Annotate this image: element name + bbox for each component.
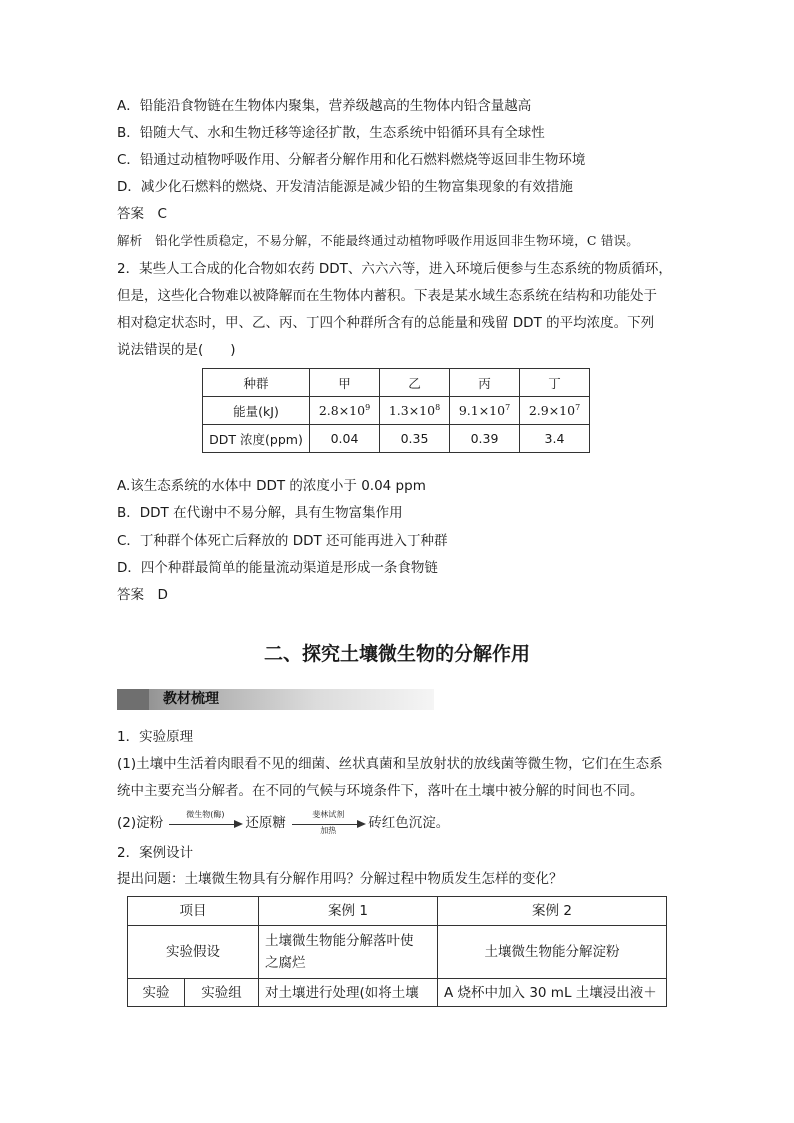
table-header-cell: 丁 — [520, 369, 590, 397]
q2-stem-line-3: 相对稳定状态时，甲、乙、丙、丁四个种群所含有的总能量和残留 DDT 的平均浓度。下列 — [117, 315, 655, 331]
ddt-cell: 0.35 — [380, 425, 450, 453]
table-row — [128, 979, 667, 1007]
reaction-equation: (2)淀粉 微生物(酶) 还原糖 斐林试剂 加热 砖红色沉淀。 — [117, 810, 450, 835]
principle-p1-line-2: 统中主要充当分解者。在不同的气候与环境条件下，落叶在土壤中被分解的时间也不同。 — [117, 783, 644, 799]
table-header-cell: 案例 2 — [438, 897, 667, 926]
q2-option-c: C．丁种群个体死亡后释放的 DDT 还可能再进入丁种群 — [117, 533, 448, 549]
experiment-label-cell: 实验 — [128, 979, 185, 1007]
q1-option-d: D．减少化石燃料的燃烧、开发清洁能源是减少铅的生物富集现象的有效措施 — [117, 179, 573, 195]
group-label-cell: 实验组 — [185, 979, 259, 1007]
table-header-cell: 甲 — [310, 369, 380, 397]
table-header-cell: 项目 — [128, 897, 259, 926]
energy-cell: $2.9\times 10^7$ — [520, 397, 590, 425]
energy-cell: $2.8\times 10^9$ — [310, 397, 380, 425]
case2-procedure-cell: A 烧杯中加入 30 mL 土壤浸出液＋ — [438, 979, 667, 1007]
q2-option-d: D．四个种群最简单的能量流动渠道是形成一条食物链 — [117, 560, 438, 576]
q1-option-a: A．铅能沿食物链在生物体内聚集，营养级越高的生物体内铅含量越高 — [117, 98, 532, 114]
case1-procedure-cell: 对土壤进行处理(如将土壤 — [259, 979, 438, 1007]
energy-cell: $1.3\times 10^8$ — [380, 397, 450, 425]
table-row — [203, 369, 590, 397]
table-header-cell: 种群 — [203, 369, 310, 397]
ddt-table — [202, 368, 590, 453]
case-design-table — [127, 896, 667, 1007]
q2-stem-line-4: 说法错误的是( ) — [117, 342, 236, 358]
banner-accent — [117, 689, 149, 710]
principle-heading: 1．实验原理 — [117, 729, 194, 745]
section-banner — [117, 689, 434, 710]
ddt-cell: 3.4 — [520, 425, 590, 453]
table-row — [203, 397, 590, 425]
design-heading: 2．案例设计 — [117, 845, 194, 861]
table-header-cell: 丙 — [450, 369, 520, 397]
table-row — [203, 425, 590, 453]
ddt-label-cell: DDT 浓度(ppm) — [203, 425, 310, 453]
q2-answer: 答案 D — [117, 587, 168, 603]
hypothesis-label-cell: 实验假设 — [128, 926, 259, 979]
ddt-cell: 0.39 — [450, 425, 520, 453]
q2-stem-line-1: 2．某些人工合成的化合物如农药 DDT、六六六等，进入环境后便参与生态系统的物质循环， — [117, 261, 672, 277]
arrow-label: 微生物(酶) — [186, 810, 225, 819]
hypothesis-case2-cell: 土壤微生物能分解淀粉 — [438, 926, 667, 979]
reaction-arrow-2 — [292, 810, 366, 835]
table-header-cell: 乙 — [380, 369, 450, 397]
q1-option-b: B．铅随大气、水和生物迁移等途径扩散，生态系统中铅循环具有全球性 — [117, 125, 545, 141]
q1-option-c: C．铅通过动植物呼吸作用、分解者分解作用和化石燃料燃烧等返回非生物环境 — [117, 152, 586, 168]
energy-label-cell: 能量(kJ) — [203, 397, 310, 425]
table-row — [128, 897, 667, 926]
arrow-label: 加热 — [320, 826, 337, 835]
q2-option-b: B．DDT 在代谢中不易分解，具有生物富集作用 — [117, 505, 403, 521]
q2-option-a: A.该生态系统的水体中 DDT 的浓度小于 0.04 ppm — [117, 478, 426, 494]
banner-label: 教材梳理 — [163, 691, 219, 707]
q1-answer: 答案 C — [117, 206, 167, 222]
ddt-cell: 0.04 — [310, 425, 380, 453]
arrow-label: 斐林试剂 — [312, 810, 345, 819]
table-header-cell: 案例 1 — [259, 897, 438, 926]
section-title: 二、探究土壤微生物的分解作用 — [263, 643, 530, 665]
reaction-arrow-1 — [169, 810, 243, 833]
q2-stem-line-2: 但是，这些化合物难以被降解而在生物体内蓄积。下表是某水域生态系统在结构和功能处于 — [117, 288, 657, 304]
q1-analysis: 解析 铅化学性质稳定，不易分解，不能最终通过动植物呼吸作用返回非生物环境，C 错误。 — [117, 233, 639, 248]
energy-cell: $9.1\times 10^7$ — [450, 397, 520, 425]
design-question: 提出问题：土壤微生物具有分解作用吗？分解过程中物质发生怎样的变化？ — [117, 871, 563, 887]
table-row — [128, 926, 667, 979]
principle-p1-line-1: (1)土壤中生活着肉眼看不见的细菌、丝状真菌和呈放射状的放线菌等微生物，它们在生态系 — [117, 756, 663, 772]
hypothesis-case1-cell: 土壤微生物能分解落叶使 之腐烂 — [259, 926, 438, 979]
